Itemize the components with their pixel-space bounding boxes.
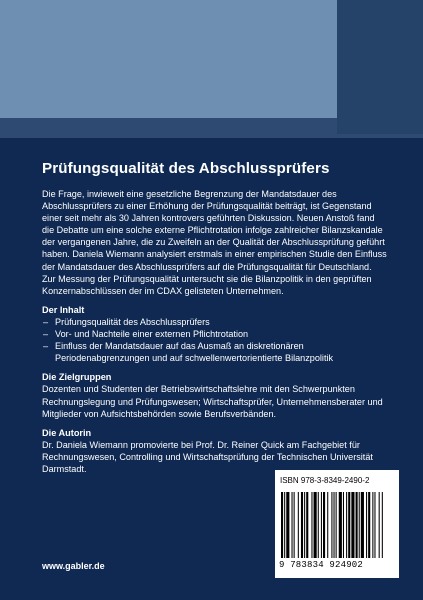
zielgruppen-text: Dozenten und Studenten der Betriebswirtschaftslehre mit den Schwerpunkten Rechnungslegung und Prüfungswesen; Wirtschaftsprüfer, Unternehmensberater und Mitglieder von Aufsichtsbehörden sowie Berufsverbänden. bbox=[42, 384, 383, 419]
autorin-heading: Die Autorin bbox=[42, 427, 92, 438]
section-autorin bbox=[42, 427, 387, 475]
publisher-website: www.gabler.de bbox=[42, 561, 105, 571]
intro-block bbox=[42, 188, 387, 297]
autorin-text: Dr. Daniela Wiemann promovierte bei Prof. Dr. Reiner Quick am Fachgebiet für Rechnungswesen, Controlling und Wirtschaftsprüfung der Technischen Universität Darmstadt. bbox=[42, 439, 373, 474]
section-inhalt bbox=[42, 304, 387, 364]
inhalt-item: – Vor- und Nachteile einer externen Pflichtrotation bbox=[42, 328, 387, 340]
section-zielgruppen bbox=[42, 371, 387, 419]
barcode-image bbox=[279, 492, 395, 560]
zielgruppen-heading: Die Zielgruppen bbox=[42, 372, 112, 383]
inhalt-heading: Der Inhalt bbox=[42, 304, 85, 315]
back-cover-content bbox=[42, 160, 387, 475]
isbn-barcode-box bbox=[275, 470, 399, 578]
intro-paragraph: Die Frage, inwieweit eine gesetzliche Begrenzung der Mandatsdauer des Abschlussprüfers zu einer Erhöhung der Prüfungsqualität beiträgt, ist Gegenstand einer seit mehr als 30 Jahren kontrovers geführten Diskussion. Neuen Anstoß fand die Debatte um eine solche externe Pflichtrotation infolge zahlreicher Bilanzskandale der vergangenen Jahre, die zu Zweifeln an der Qualität der Abschlussprüfung geführt haben. Daniela Wiemann analysiert erstmals in einer empirischen Studie den Einfluss der Mandatsdauer des Abschlussprüfers auf die Prüfungsqualität für Deutschland. Zur Messung der Prüfungsqualität untersucht sie die Bilanzpolitik in den geprüften Konzernabschlüssen der im CDAX gelisteten Unternehmen. bbox=[42, 189, 387, 296]
barcode-digits: 9 783834 924902 bbox=[279, 560, 364, 570]
inhalt-list bbox=[42, 316, 387, 364]
top-band-right-panel bbox=[337, 0, 423, 134]
isbn-number: ISBN 978-3-8349-2490-2 bbox=[280, 476, 370, 485]
inhalt-item: – Einfluss der Mandatsdauer auf das Ausmaß an diskretionären Periodenabgrenzungen und auf schwellenwertorientierte Bilanzpolitik bbox=[42, 340, 387, 364]
book-title: Prüfungsqualität des Abschlussprüfers bbox=[42, 160, 330, 177]
inhalt-item: – Prüfungsqualität des Abschlussprüfers bbox=[42, 316, 387, 328]
